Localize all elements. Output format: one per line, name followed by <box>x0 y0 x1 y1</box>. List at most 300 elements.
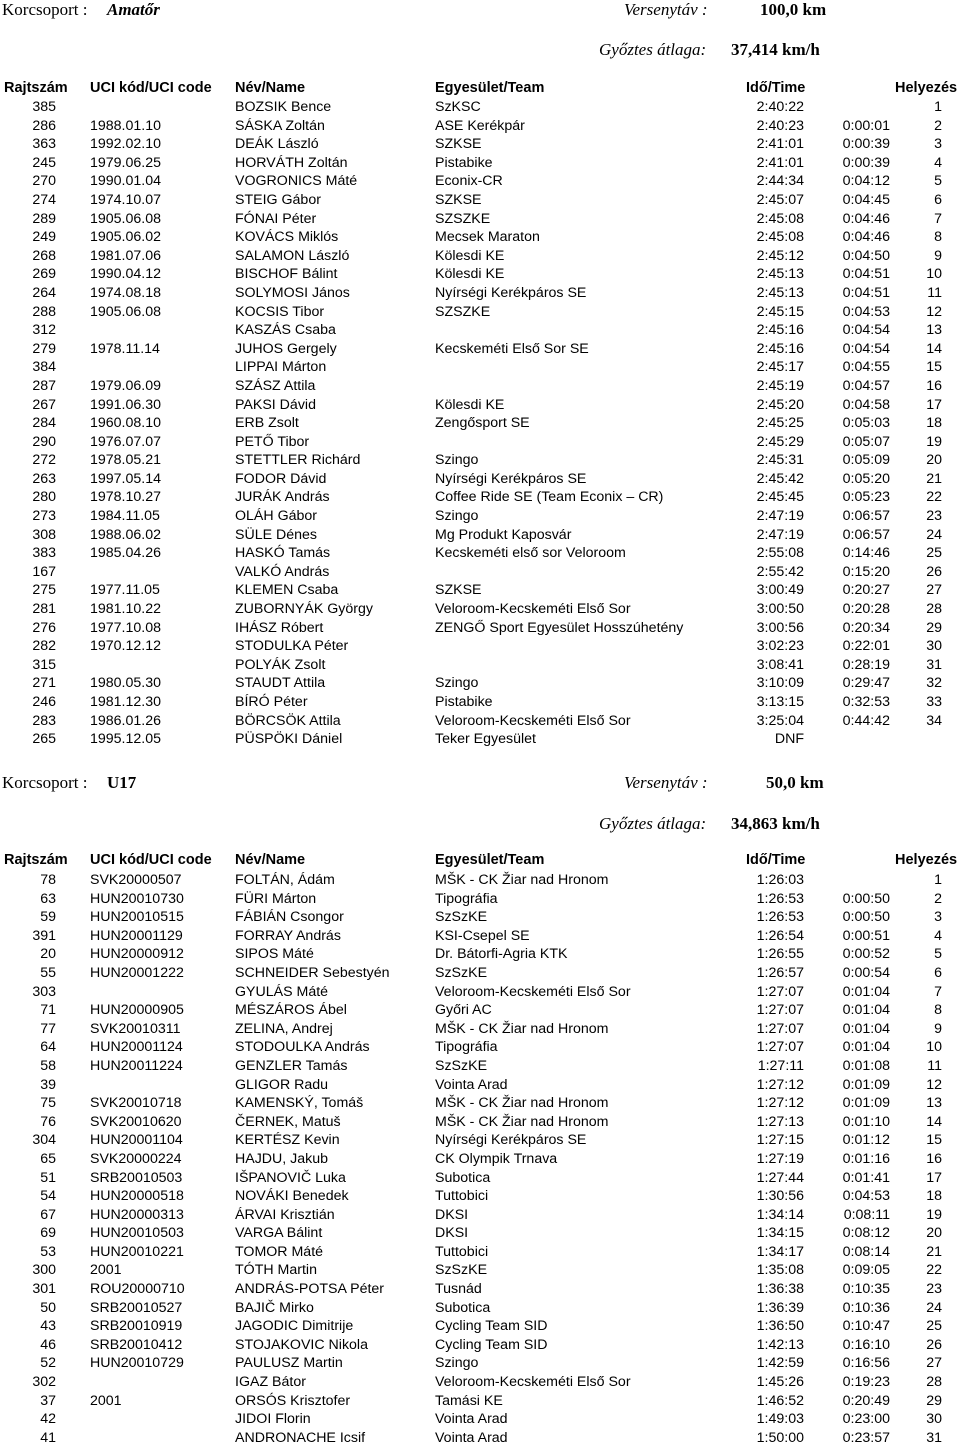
table-row <box>0 321 960 340</box>
cell-name: ÁRVAI Krisztián <box>235 1206 335 1223</box>
table-row <box>0 619 960 638</box>
cell-team: SzSzKE <box>435 1057 488 1074</box>
cell-uci: 1997.05.14 <box>90 470 162 487</box>
cell-bib: 51 <box>40 1169 56 1186</box>
cell-bib: 301 <box>32 1281 56 1298</box>
cell-time: 2:45:16 <box>756 322 804 339</box>
cell-team: Veloroom-Kecskeméti Első Sor <box>435 712 631 729</box>
cell-gap: 0:05:09 <box>842 452 890 469</box>
cell-gap: 0:20:34 <box>842 619 890 636</box>
cell-name: ORSÓS Krisztofer <box>235 1392 351 1409</box>
cell-time: 1:26:53 <box>756 890 804 907</box>
table-row <box>0 1429 960 1447</box>
cell-uci: 1990.01.04 <box>90 173 162 190</box>
cell-position: 4 <box>934 154 942 171</box>
cell-team: Tamási KE <box>435 1392 503 1409</box>
cell-time: 3:13:15 <box>756 694 804 710</box>
cell-time: 1:26:03 <box>756 872 804 888</box>
cell-bib: 245 <box>32 154 56 171</box>
cell-position: 33 <box>926 694 942 710</box>
cell-time: 3:00:56 <box>756 619 804 636</box>
cell-uci: HUN20011224 <box>90 1057 183 1074</box>
cell-position: 31 <box>926 656 942 673</box>
cell-bib: 363 <box>32 136 56 153</box>
cell-time: 1:27:07 <box>756 1020 804 1037</box>
cell-position: 6 <box>934 964 942 981</box>
cell-team: Vointa Arad <box>435 1429 508 1446</box>
table-row <box>0 340 960 359</box>
cell-gap: 0:05:07 <box>842 433 890 450</box>
cell-time: 1:36:39 <box>756 1299 804 1316</box>
cell-time: 1:50:00 <box>756 1429 804 1446</box>
cell-bib: 280 <box>32 489 56 506</box>
cell-time: 3:00:49 <box>756 582 804 599</box>
cell-uci: HUN20000313 <box>90 1206 184 1223</box>
cell-name: SCHNEIDER Sebestyén <box>235 964 390 981</box>
cell-team: Tuttobici <box>435 1188 489 1205</box>
cell-bib: 304 <box>32 1132 56 1149</box>
cell-team: Tipográfia <box>435 1039 498 1056</box>
cell-uci: 1988.01.10 <box>90 117 162 134</box>
cell-gap: 0:00:54 <box>842 964 890 981</box>
table-row <box>0 712 960 731</box>
cell-time: 1:36:38 <box>756 1281 804 1298</box>
cell-time: 1:36:50 <box>756 1318 804 1335</box>
cell-time: 1:27:12 <box>756 1095 804 1112</box>
cell-gap: 0:29:47 <box>842 675 890 692</box>
cell-time: 1:27:44 <box>756 1169 804 1186</box>
cell-uci: SRB20010503 <box>90 1169 183 1186</box>
cell-name: SOLYMOSI János <box>235 284 350 301</box>
cell-bib: 312 <box>32 322 56 339</box>
cell-team: Kölesdi KE <box>435 266 505 283</box>
cell-bib: 20 <box>40 946 56 963</box>
cell-name: VOGRONICS Máté <box>235 173 358 190</box>
cell-uci: 1986.01.26 <box>90 712 162 729</box>
table-row <box>0 1299 960 1318</box>
cell-position: 3 <box>934 136 942 153</box>
cell-position: 8 <box>934 1002 942 1019</box>
cell-name: OLÁH Gábor <box>235 508 318 525</box>
cell-team: Kölesdi KE <box>435 247 505 264</box>
table-row <box>0 98 960 117</box>
cell-position: 20 <box>926 1225 942 1242</box>
cell-name: NOVÁKI Benedek <box>235 1188 349 1205</box>
table-row <box>0 358 960 377</box>
cell-position: 32 <box>926 675 942 692</box>
table-row <box>0 1243 960 1262</box>
cell-bib: 268 <box>32 247 56 264</box>
cell-team: Kecskeméti első sor Veloroom <box>435 545 626 562</box>
cell-team: SZKSE <box>435 191 482 208</box>
table-row <box>0 117 960 136</box>
cell-team: Pistabike <box>435 154 493 171</box>
cell-bib: 270 <box>32 173 56 190</box>
cell-bib: 308 <box>32 526 56 543</box>
cell-gap: 0:04:46 <box>842 229 890 246</box>
cell-bib: 64 <box>40 1039 56 1056</box>
cell-team: DKSI <box>435 1206 469 1223</box>
col-bib: Rajtszám <box>4 80 68 96</box>
cell-time: 2:45:16 <box>756 340 804 357</box>
table-row <box>0 1131 960 1150</box>
cell-position: 15 <box>926 359 942 376</box>
cell-time: 2:45:19 <box>756 377 804 394</box>
table-row <box>0 1373 960 1392</box>
cell-gap: 0:44:42 <box>842 712 890 729</box>
cell-gap: 0:00:39 <box>842 154 890 171</box>
cell-team: SZSZKE <box>435 303 491 320</box>
cell-gap: 0:08:14 <box>842 1243 890 1260</box>
cell-time: 3:10:09 <box>756 675 804 692</box>
cell-position: 7 <box>934 983 942 1000</box>
cell-position: 24 <box>926 526 942 543</box>
col-position: Helyezés <box>895 852 958 868</box>
cell-gap: 0:32:53 <box>842 694 890 710</box>
cell-position: 5 <box>934 173 942 190</box>
cell-time: 1:27:12 <box>756 1076 804 1093</box>
cell-uci: HUN20001129 <box>90 927 183 944</box>
cell-name: JAGODIC Dimitrije <box>235 1318 354 1335</box>
cell-gap: 0:00:50 <box>842 909 890 926</box>
cell-time: 2:45:08 <box>756 229 804 246</box>
cell-uci: 1979.06.25 <box>90 154 162 171</box>
cell-name: HORVÁTH Zoltán <box>235 154 348 171</box>
cell-bib: 303 <box>32 983 56 1000</box>
cell-team: Nyírségi Kerékpáros SE <box>435 1132 587 1149</box>
cell-uci: 1977.10.08 <box>90 619 162 636</box>
cell-name: VARGA Bálint <box>235 1225 323 1242</box>
cell-gap: 0:23:00 <box>842 1411 890 1428</box>
winner-average-label: Győztes átlaga: <box>599 814 707 833</box>
cell-bib: 267 <box>32 396 56 413</box>
cell-gap: 0:01:12 <box>842 1132 890 1149</box>
cell-team: MŠK - CK Žiar nad Hronom <box>435 1020 609 1037</box>
cell-gap: 0:10:36 <box>842 1299 890 1316</box>
cell-time: 1:42:59 <box>756 1355 804 1372</box>
cell-position: 25 <box>926 545 942 562</box>
cell-gap: 0:04:53 <box>842 303 890 320</box>
cell-bib: 75 <box>40 1095 56 1112</box>
column-header-row <box>0 80 960 100</box>
table-row <box>0 1261 960 1280</box>
cell-name: SALAMON László <box>235 247 350 264</box>
cell-position: 7 <box>934 210 942 227</box>
cell-name: GENZLER Tamás <box>235 1057 348 1074</box>
col-uci: UCI kód/UCI code <box>90 852 212 868</box>
cell-bib: 275 <box>32 582 56 599</box>
cell-bib: 39 <box>40 1076 56 1093</box>
cell-time: 1:27:07 <box>756 1039 804 1056</box>
col-uci: UCI kód/UCI code <box>90 80 212 96</box>
cell-bib: 63 <box>40 890 56 907</box>
cell-name: FÜRI Márton <box>235 890 317 907</box>
cell-bib: 67 <box>40 1206 56 1223</box>
cell-gap: 0:04:12 <box>842 173 890 190</box>
cell-gap: 0:01:10 <box>842 1113 890 1130</box>
cell-name: JURÁK András <box>235 489 330 506</box>
cell-name: SIPOS Máté <box>235 946 314 963</box>
cell-name: KLEMEN Csaba <box>235 582 339 599</box>
cell-uci: 1960.08.10 <box>90 415 162 432</box>
cell-uci: HUN20001124 <box>90 1039 183 1056</box>
cell-time: 1:34:15 <box>756 1225 804 1242</box>
cell-uci: 1991.06.30 <box>90 396 162 413</box>
cell-uci: 1905.06.02 <box>90 229 162 246</box>
cell-team: SZKSE <box>435 136 482 153</box>
cell-time: 2:55:08 <box>756 545 804 562</box>
cell-position: 14 <box>926 340 942 357</box>
cell-name: BAJIČ Mirko <box>235 1299 314 1316</box>
table-row <box>0 927 960 946</box>
table-row <box>0 600 960 619</box>
cell-name: FORRAY András <box>235 927 341 944</box>
cell-position: 9 <box>934 247 942 264</box>
cell-gap: 0:01:04 <box>842 1039 890 1056</box>
cell-gap: 0:00:51 <box>842 927 890 944</box>
table-row <box>0 1224 960 1243</box>
cell-name: JUHOS Gergely <box>235 340 337 357</box>
cell-gap: 0:23:57 <box>842 1429 890 1446</box>
cell-position: 15 <box>926 1132 942 1149</box>
cell-team: Szingo <box>435 675 479 692</box>
cell-bib: 71 <box>40 1002 56 1019</box>
cell-bib: 288 <box>32 303 56 320</box>
cell-time: 3:25:04 <box>756 712 804 729</box>
cell-gap: 0:20:49 <box>842 1392 890 1409</box>
cell-time: 1:42:13 <box>756 1336 804 1353</box>
cell-name: STAUDT Attila <box>235 675 326 692</box>
cell-uci: 1985.04.26 <box>90 545 162 562</box>
cell-bib: 300 <box>32 1262 56 1279</box>
cell-uci: SVK20010311 <box>90 1020 181 1037</box>
cell-gap: 0:04:45 <box>842 191 890 208</box>
cell-time: 2:47:19 <box>756 508 804 525</box>
cell-team: Subotica <box>435 1169 491 1186</box>
cell-team: MŠK - CK Žiar nad Hronom <box>435 1113 609 1130</box>
cell-position: 9 <box>934 1020 942 1037</box>
cell-team: MŠK - CK Žiar nad Hronom <box>435 1095 609 1112</box>
cell-uci: 1981.12.30 <box>90 694 162 710</box>
cell-team: CK Olympik Trnava <box>435 1150 558 1167</box>
table-row <box>0 247 960 266</box>
cell-gap: 0:05:23 <box>842 489 890 506</box>
cell-uci: 1979.06.09 <box>90 377 162 394</box>
cell-team: Tipográfia <box>435 890 498 907</box>
table-row <box>0 1336 960 1355</box>
table-row <box>0 1150 960 1169</box>
table-row <box>0 890 960 909</box>
cell-uci: SVK20010620 <box>90 1113 182 1130</box>
cell-time: 2:45:31 <box>756 452 804 469</box>
cell-uci: SVK20000224 <box>90 1150 182 1167</box>
cell-time: 1:49:03 <box>756 1411 804 1428</box>
table-row <box>0 451 960 470</box>
cell-position: 10 <box>926 266 942 283</box>
cell-gap: 0:16:56 <box>842 1355 890 1372</box>
cell-time: 1:27:15 <box>756 1132 804 1149</box>
cell-team: Veloroom-Kecskeméti Első Sor <box>435 601 631 618</box>
cell-team: MŠK - CK Žiar nad Hronom <box>435 872 609 888</box>
cell-time: 1:27:19 <box>756 1150 804 1167</box>
cell-team: ASE Kerékpár <box>435 117 525 134</box>
cell-position: 29 <box>926 619 942 636</box>
cell-team: Tusnád <box>435 1281 482 1298</box>
cell-bib: 52 <box>40 1355 56 1372</box>
cell-gap: 0:01:04 <box>842 1020 890 1037</box>
cell-bib: 55 <box>40 964 56 981</box>
cell-team: Nyírségi Kerékpáros SE <box>435 470 587 487</box>
cell-bib: 269 <box>32 266 56 283</box>
cell-uci: HUN20010729 <box>90 1355 184 1372</box>
cell-uci: 1977.11.05 <box>90 582 160 599</box>
cell-time: 3:00:50 <box>756 601 804 618</box>
cell-gap: 0:28:19 <box>842 656 890 673</box>
table-row <box>0 1057 960 1076</box>
cell-bib: 77 <box>40 1020 56 1037</box>
cell-name: HASKÓ Tamás <box>235 545 331 562</box>
cell-uci: 1981.10.22 <box>90 601 162 618</box>
cell-team: Subotica <box>435 1299 491 1316</box>
cell-uci: 1976.07.07 <box>90 433 162 450</box>
cell-gap: 0:00:50 <box>842 890 890 907</box>
cell-bib: 315 <box>32 656 56 673</box>
cell-position: 2 <box>934 117 942 134</box>
cell-name: IŠPANOVIČ Luka <box>235 1169 346 1186</box>
cell-uci: HUN20010730 <box>90 890 184 907</box>
cell-bib: 167 <box>32 563 56 580</box>
cell-position: 4 <box>934 927 942 944</box>
cell-bib: 287 <box>32 377 56 394</box>
cell-name: KAMENSKÝ, Tomáš <box>235 1095 364 1112</box>
cell-team: ZENGŐ Sport Egyesület Hosszúhetény <box>435 619 684 636</box>
cell-name: KOCSIS Tibor <box>235 303 325 320</box>
cell-name: FÓNAI Péter <box>235 210 317 227</box>
cell-uci: 1905.06.08 <box>90 210 162 227</box>
cell-position: 31 <box>926 1429 942 1446</box>
cell-name: BÖRCSÖK Attila <box>235 712 341 729</box>
cell-gap: 0:10:35 <box>842 1281 890 1298</box>
cell-gap: 0:05:20 <box>842 470 890 487</box>
cell-gap: 0:04:53 <box>842 1188 890 1205</box>
cell-time: 1:27:07 <box>756 1002 804 1019</box>
table-row <box>0 730 960 749</box>
cell-uci: ROU20000710 <box>90 1281 185 1298</box>
cell-name: MÉSZÁROS Ábel <box>235 1002 347 1019</box>
cell-bib: 385 <box>32 99 56 115</box>
cell-team: Veloroom-Kecskeméti Első Sor <box>435 1374 631 1391</box>
table-row <box>0 265 960 284</box>
cell-position: 3 <box>934 909 942 926</box>
cell-name: PAKSI Dávid <box>235 396 316 413</box>
cell-position: 8 <box>934 229 942 246</box>
cell-position: 2 <box>934 890 942 907</box>
cell-bib: 54 <box>40 1188 56 1205</box>
cell-uci: HUN20001222 <box>90 964 184 981</box>
cell-uci: 1981.07.06 <box>90 247 162 264</box>
cell-bib: 286 <box>32 117 56 134</box>
cell-team: Mg Produkt Kaposvár <box>435 526 572 543</box>
cell-gap: 0:01:09 <box>842 1076 890 1093</box>
table-row <box>0 284 960 303</box>
cell-time: 1:27:13 <box>756 1113 804 1130</box>
table-row <box>0 1001 960 1020</box>
cell-position: 28 <box>926 1374 942 1391</box>
cell-gap: 0:19:23 <box>842 1374 890 1391</box>
cell-position: 22 <box>926 489 942 506</box>
table-row <box>0 1113 960 1132</box>
table-row <box>0 1038 960 1057</box>
cell-team: SZKSE <box>435 582 482 599</box>
cell-bib: 65 <box>40 1150 56 1167</box>
cell-time: 1:26:54 <box>756 927 804 944</box>
cell-time: 2:45:07 <box>756 191 804 208</box>
cell-bib: 283 <box>32 712 56 729</box>
cell-name: STODOULKA András <box>235 1039 370 1056</box>
cell-uci: 1905.06.08 <box>90 303 162 320</box>
table-row <box>0 470 960 489</box>
cell-name: ZELINA, Andrej <box>235 1020 333 1037</box>
cell-gap: 0:04:54 <box>842 322 890 339</box>
cell-team: SzSzKE <box>435 1262 488 1279</box>
cell-gap: 0:05:03 <box>842 415 890 432</box>
cell-bib: 76 <box>40 1113 56 1130</box>
cell-time: 2:45:12 <box>756 247 804 264</box>
cell-uci: 2001 <box>90 1262 122 1279</box>
cell-bib: 50 <box>40 1299 56 1316</box>
cell-uci: 1974.08.18 <box>90 284 162 301</box>
cell-time: 2:45:13 <box>756 266 804 283</box>
category-value: Amatőr <box>107 0 160 19</box>
cell-bib: 263 <box>32 470 56 487</box>
cell-uci: SRB20010919 <box>90 1318 183 1335</box>
cell-position: 28 <box>926 601 942 618</box>
table-row <box>0 1354 960 1373</box>
cell-uci: 1988.06.02 <box>90 526 162 543</box>
cell-uci: 1984.11.05 <box>90 508 160 525</box>
cell-position: 1 <box>934 99 942 115</box>
cell-gap: 0:01:04 <box>842 983 890 1000</box>
table-row <box>0 191 960 210</box>
cell-gap: 0:00:01 <box>842 117 890 134</box>
cell-bib: 69 <box>40 1225 56 1242</box>
col-team: Egyesület/Team <box>435 80 545 96</box>
cell-gap: 0:20:28 <box>842 601 890 618</box>
cell-name: GLIGOR Radu <box>235 1076 329 1093</box>
cell-team: SzKSC <box>435 99 481 115</box>
table-row <box>0 693 960 712</box>
col-bib: Rajtszám <box>4 852 68 868</box>
cell-name: KERTÉSZ Kevin <box>235 1132 340 1149</box>
table-row <box>0 1392 960 1411</box>
cell-team: Szingo <box>435 508 479 525</box>
cell-uci: 1995.12.05 <box>90 731 162 748</box>
cell-time: 3:08:41 <box>756 656 804 673</box>
cell-team: KSI-Csepel SE <box>435 927 530 944</box>
cell-team: SzSzKE <box>435 964 488 981</box>
cell-name: ZUBORNYÁK György <box>235 601 373 618</box>
cell-team: Dr. Bátorfi-Agria KTK <box>435 946 568 963</box>
cell-bib: 391 <box>32 927 56 944</box>
table-row <box>0 1280 960 1299</box>
table-row <box>0 1020 960 1039</box>
category-value: U17 <box>107 773 137 792</box>
cell-name: LIPPAI Márton <box>235 359 327 376</box>
cell-gap: 0:04:50 <box>842 247 890 264</box>
cell-time: 2:45:17 <box>756 359 804 376</box>
cell-team: Kecskeméti Első Sor SE <box>435 340 589 357</box>
table-row <box>0 172 960 191</box>
